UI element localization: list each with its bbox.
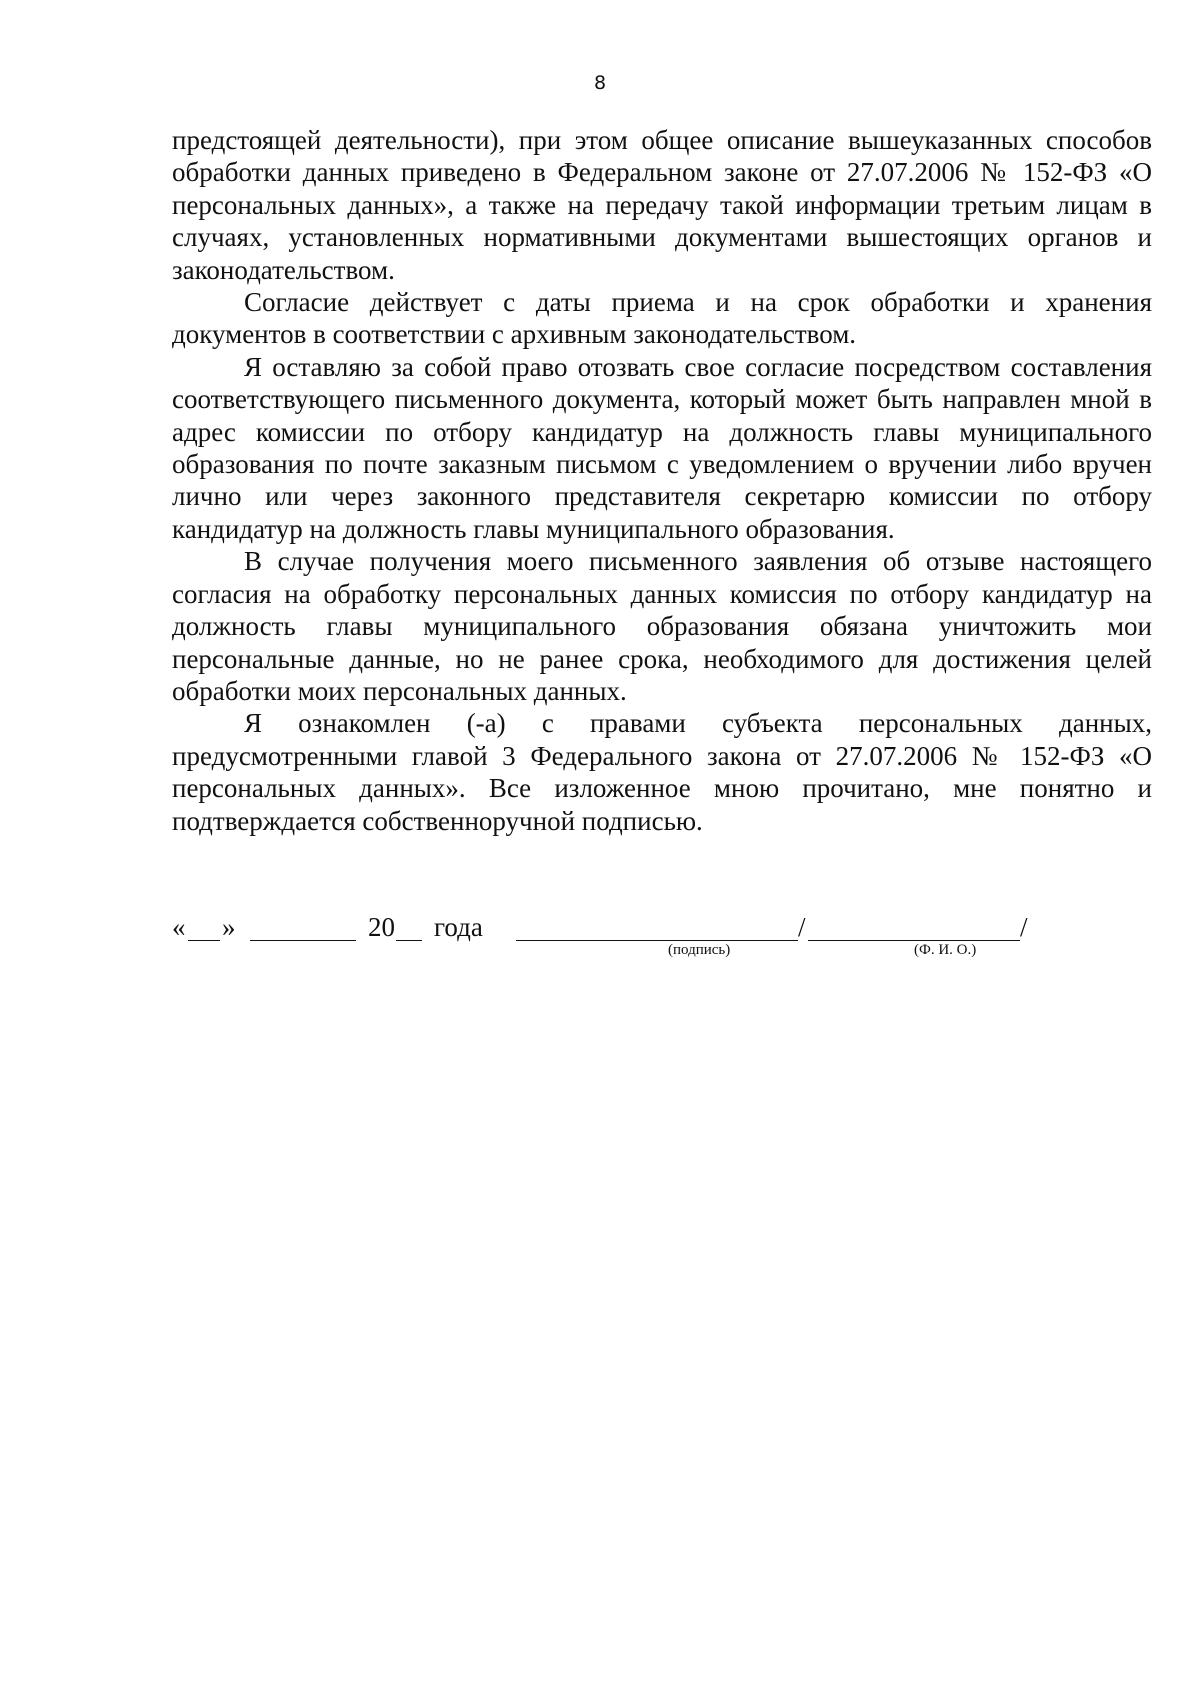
signature-caption: (подпись) (668, 942, 731, 958)
signature-block (172, 912, 1132, 972)
page-number: 8 (593, 72, 607, 94)
signature-blank[interactable] (516, 940, 798, 941)
paragraph-consent-term: Согласие действует с даты приема и на срок обработки и хранения документов в соответствии с архивным законодательством. (172, 287, 1152, 350)
month-blank[interactable] (250, 940, 356, 941)
full-name-caption: (Ф. И. О.) (914, 942, 977, 958)
separator-slash-1: / (798, 912, 806, 942)
separator-slash-2: / (1020, 912, 1028, 942)
day-blank[interactable] (188, 940, 220, 941)
open-quote: « (172, 912, 186, 942)
paragraph-right-to-revoke: Я оставляю за собой право отозвать свое согласие посредством составления соответствующего письменного документа, который может быть направлен мной в адрес комиссии по отбору кандидатур на должность главы муниципального образования по почте заказным письмом с уведомлением о вручении либо вручен лично или через законного представителя секретарю комиссии по отбору кандидатур на должность главы муниципального образования. (172, 351, 1152, 544)
full-name-blank[interactable] (808, 940, 1020, 941)
paragraph-revocation-consequences: В случае получения моего письменного заявления об отзыве настоящего согласия на обработку персональных данных комиссия по отбору кандидатур на должность главы муниципального образования обязана уничтожить мои персональные данные, но не ранее срока, необходимого для достижения целей обработки моих персональных данных. (172, 546, 1152, 706)
year-blank[interactable] (396, 940, 422, 941)
paragraph-processing-methods: предстоящей деятельности), при этом общее описание вышеуказанных способов обработки данных приведено в Федеральном законе от 27.07.2006 № 152-ФЗ «О персональных данных», а также на передачу такой информации третьим лицам в случаях, установленных нормативными документами вышестоящих органов и законодательством. (172, 125, 1152, 285)
year-word: года (434, 912, 483, 942)
close-quote: » (222, 912, 236, 942)
year-prefix: 20 (368, 912, 395, 942)
document-body (172, 124, 1152, 837)
paragraph-acknowledgement: Я ознакомлен (-а) с правами субъекта персональных данных, предусмотренными главой 3 Федерального закона от 27.07.2006 № 152-ФЗ «О персональных данных». Все изложенное мною прочитано, мне понятно и подтверждается собственноручной подписью. (172, 708, 1152, 836)
